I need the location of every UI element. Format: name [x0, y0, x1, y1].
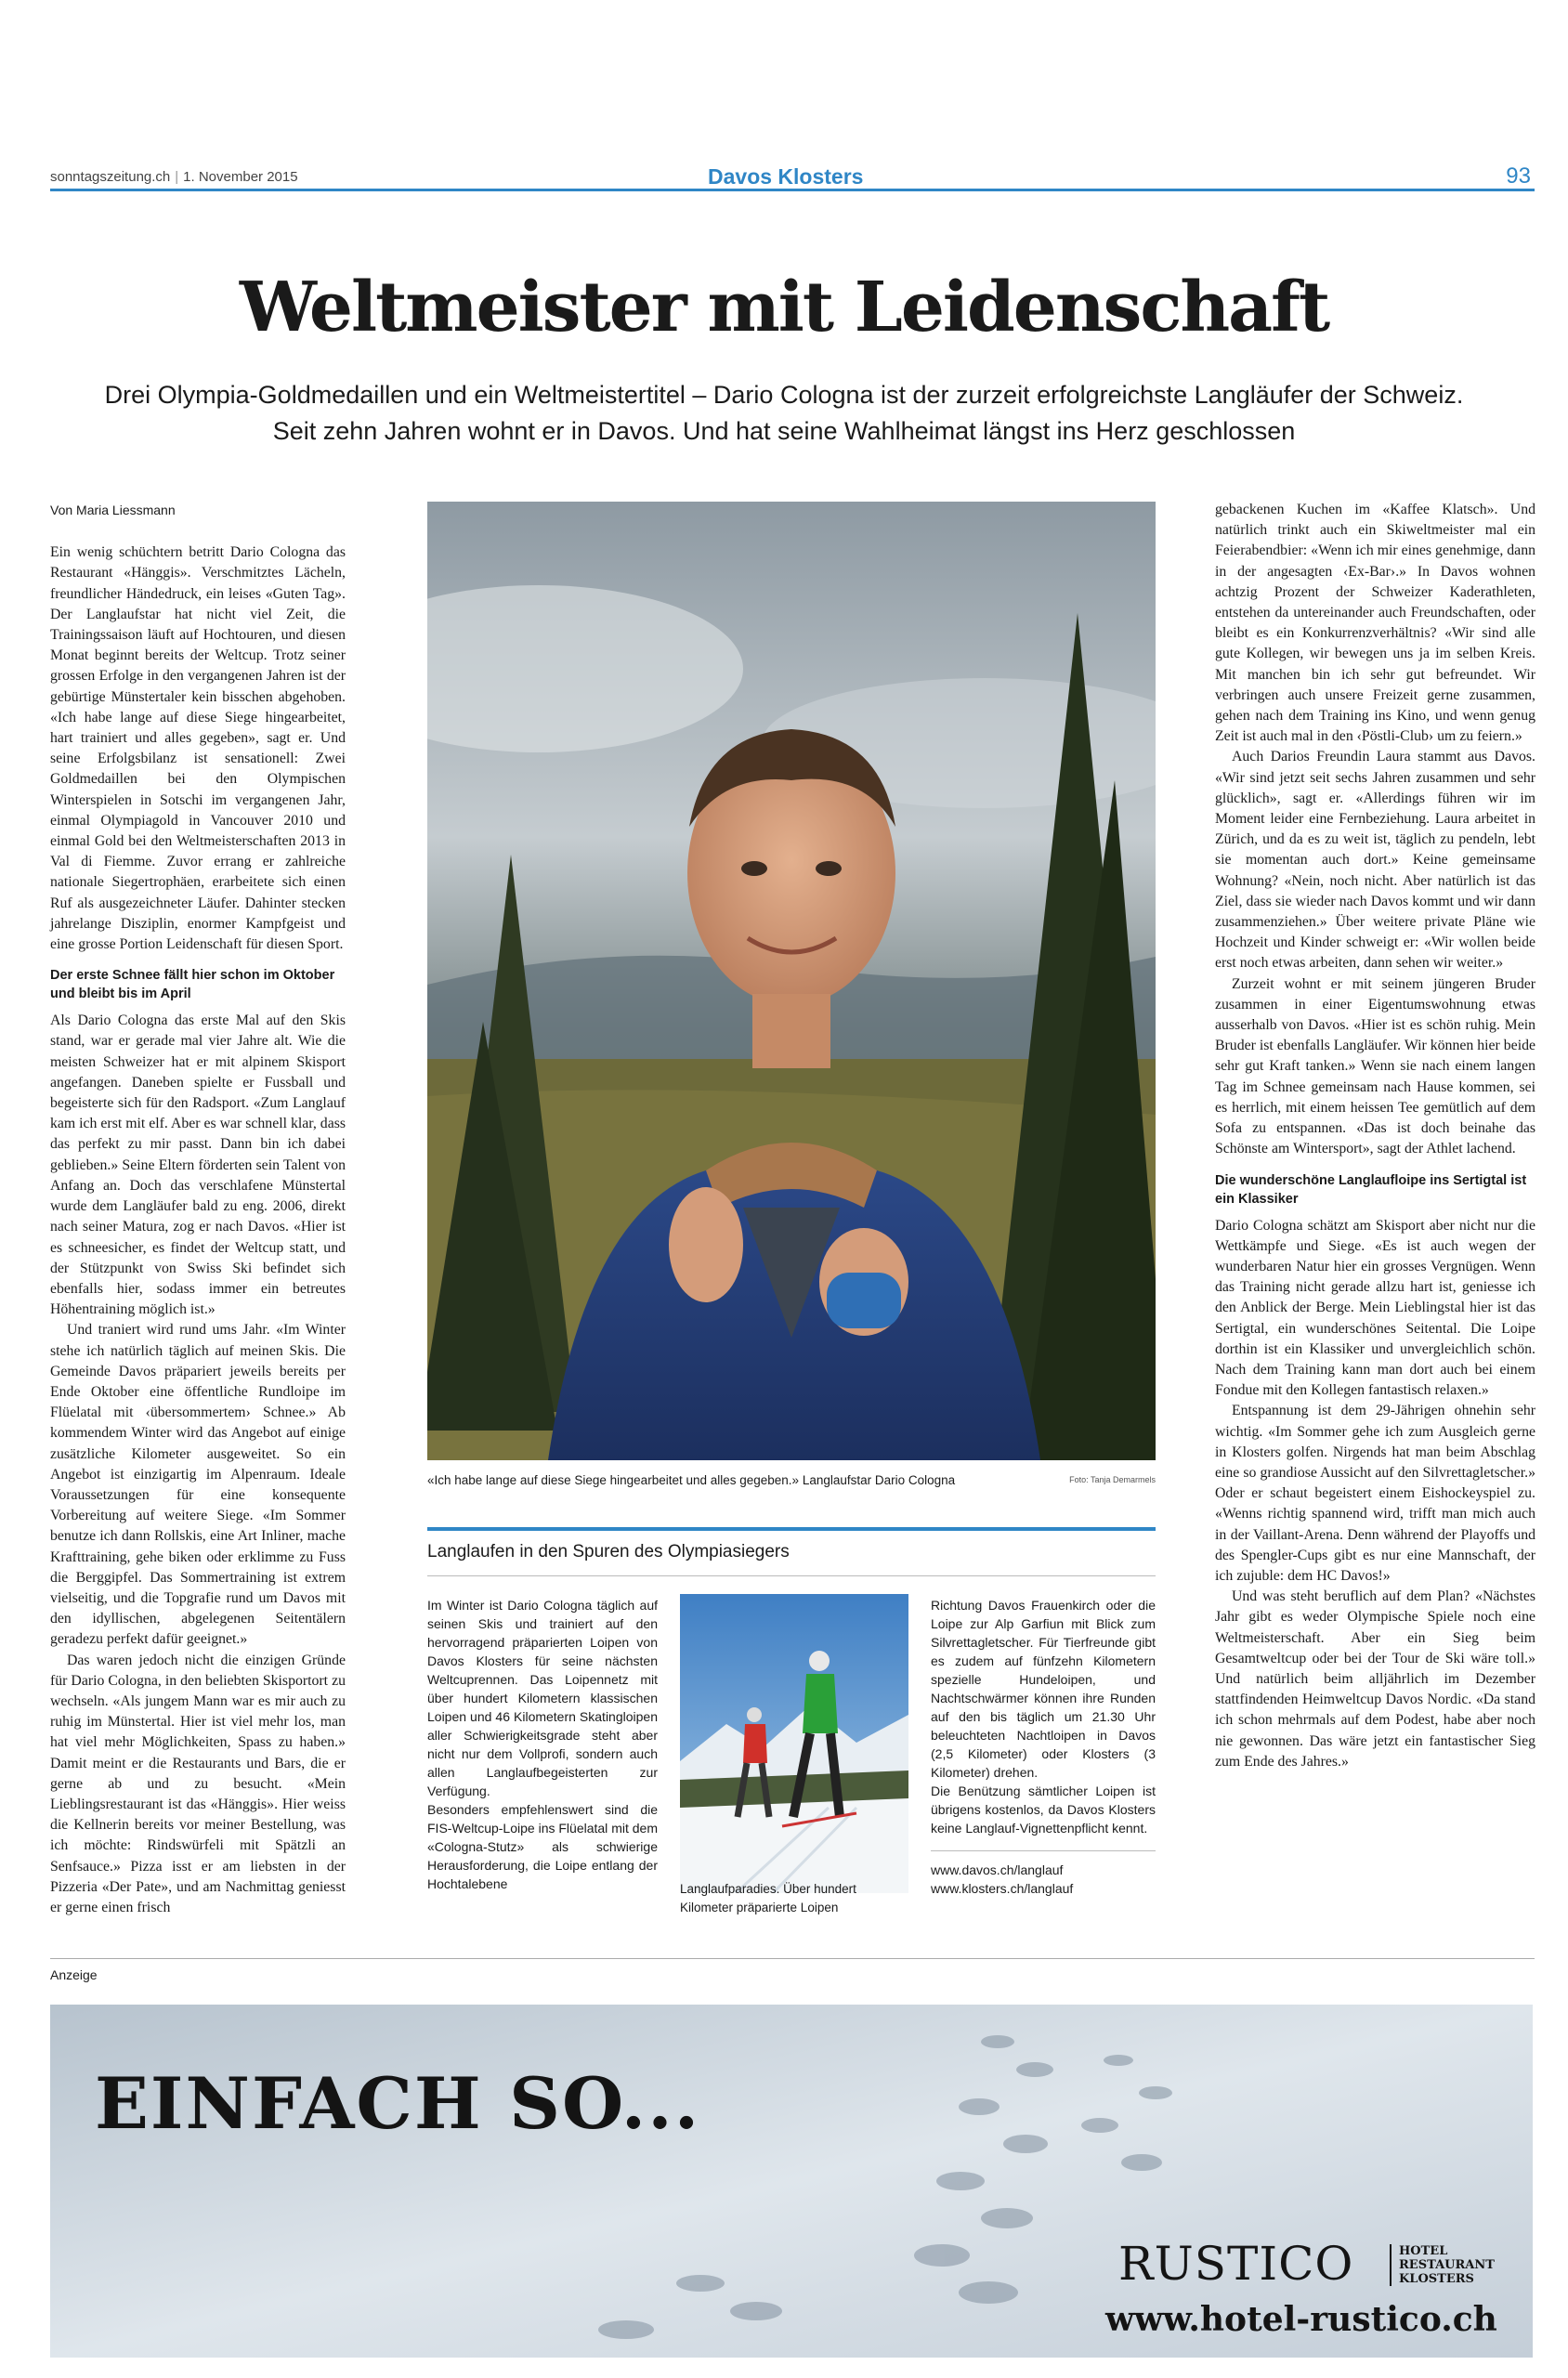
brand-sub-hotel: HOTEL — [1399, 2244, 1448, 2258]
article-headline: Weltmeister mit Leidenschaft — [239, 268, 1329, 347]
body-paragraph: Als Dario Cologna das erste Mal auf den Skis stand, war er gerade mal vier Jahre alt. Wie die meisten Schweizer hat er mit alpinem Skisport angefangen. Daneben spielte er Fussball und begeisterte sich für den Radsport. «Zum Langlauf kam ich erst mit elf. Aber es war schnell klar, dass das perfekt zu mir passt. Dann bin ich dabei geblieben.» Seine Eltern förderten sein Talent von Anfang an. Doch das verschlafene Münstertal wurde dem Langläufer bald zu eng. 2006, direkt nach seiner Matura, zog er nach Davos. «Hier ist es schneesicher, es findet der Weltcup statt, und der Stützpunkt von Swiss Ski befindet sich ebenfalls hier, sodass immer ein betreutes Höhentraining möglich ist.» — [50, 1013, 346, 1318]
link-klosters[interactable]: www.klosters.ch/langlauf — [931, 1881, 1074, 1896]
body-paragraph: gebackenen Kuchen im «Kaffee Klatsch». Und natürlich trinkt auch ein Skiweltmeister mal ein Feierabendbier: «Wenn ich mir eines genehmige, dann in der angesagten ‹Ex-Bar›.» In Davos wohnen achtzig Prozent der Schweizer Kaderathleten, entstehen da untereinander auch Freundschaften, oder bleibt es ein Konkurrenzverhältnis? «Wir sind alle gute Kollegen, wir bewegen uns ja im selben Kreis. Mit manchen bin ich sehr gut befreundet. Wir verbringen auch unsere Freizeit gerne zusammen, gehen nach dem Training ins Kino, und wenn genug Zeit ist auch mal in den ‹Pöstli-Club› um zu feiern.» — [1215, 502, 1535, 745]
hotel-url[interactable]: www.hotel-rustico.ch — [1105, 2300, 1497, 2339]
advertisement[interactable] — [50, 2005, 1533, 2358]
page-header — [50, 163, 1535, 191]
portrait-image — [427, 502, 1156, 1460]
ad-divider — [50, 1958, 1535, 1959]
ski-photo — [680, 1594, 908, 1893]
ski-photo-caption: Langlaufparadies. Über hundert Kilometer präparierte Loipen — [680, 1882, 856, 1914]
skiers-image — [680, 1594, 908, 1893]
body-paragraph: Dario Cologna schätzt am Skisport aber nicht nur die Wettkämpfe und Siege. «Es ist auch wegen der wunderbaren Natur hier ein grosses Vergnügen. Wenn das Training nicht gerade allzu hart ist, geniesse ich den Anblick der Berge. Mein Lieblingstal hier ist das Sertigtal, ein wunderschönes Seitental. Die Loipe dorthin ist ein Klassiker und unvergleichlich schön. Nach dem Training kann man dort auch bei einem Fondue mit den Kollegen fantastisch relaxen.» — [1215, 1217, 1535, 1399]
body-paragraph: Zurzeit wohnt er mit seinem jüngeren Bruder zusammen in einer Eigentumswohnung etwas ausserhalb von Davos. «Hier ist es schön ruhig. Mein Bruder ist ebenfalls Langläufer. Wir können hier beide sehr gut Kraft tanken.» Wenn sie nach einem langen Tag im Schnee gemeinsam nach Hause kommen, sei es herrlich, mit einem heissen Tee gemütlich auf dem Sofa zu entspannen. «Das ist doch beinahe das Schönste am Wintersport», sagt der Athlet lachend. — [1215, 975, 1535, 1157]
photo-caption — [427, 1473, 1156, 1487]
body-paragraph: Und traniert wird rund ums Jahr. «Im Winter stehe ich natürlich täglich auf meinen Skis. Die Gemeinde Davos präpariert jeweils bereits per Ende Oktober eine öffentliche Rundloipe im Flüelatal mit ‹übersommertem› Schnee.» Ab kommendem Winter wird das Angebot auf einige zusätzliche Kilometer ausgeweitet. So ein Angebot ist einzigartig im Alpenraum. Ideale Voraussetzungen für eine konsequente Vorbereitung auf weitere Siege. «Im Sommer benutze ich dann Rollskis, eine Art Inliner, mache Krafttraining, gehe biken oder erklimme zu Fuss die Berggipfel. Das Sommertraining ist extrem vielseitig, und die Topgrafie rund um Davos mit den idyllischen, abgelegenen Seitentälern geradezu perfekt dafür geeignet.» — [50, 1322, 346, 1648]
photo-credit: Foto: Tanja Demarmels — [1069, 1475, 1156, 1484]
body-paragraph: Das waren jedoch nicht die einzigen Gründe für Dario Cologna, in den beliebten Skisportort zu wechseln. «Als jungem Mann war es mir auch zu ruhig im Münstertal. Hier ist viel mehr los, man hat viel mehr Möglichkeiten, Spass zu haben.» Damit meint er die Restaurants und Bars, die er gerne ab und zu besucht. «Mein Lieblingsrestaurant ist das «Hänggis». Hier weiss die Kellnerin bereits vor meiner Bestellung, was ich möchte: Rindswürfeli mit Spätzli an Senfsauce.» Pizza isst er am liebsten in der Pizzeria «Der Pate», und am Nachmittag geniesst er gerne einen frisch — [50, 1652, 346, 1915]
subheading: Der erste Schnee fällt hier schon im Oktober und bleibt bis im April — [50, 968, 335, 1002]
issue-date: 1. November 2015 — [183, 169, 298, 185]
site-name: sonntagszeitung.ch — [50, 169, 171, 185]
hotel-brand: RUSTICO — [1118, 2237, 1354, 2291]
info-links — [931, 1850, 1156, 1898]
info-paragraph: Im Winter ist Dario Cologna täglich auf seinen Skis und trainiert auf den hervorragend präparierten Loipen von Davos Klosters für seine nächsten Weltcuprennen. Das Loipennetz mit über hundert Kilometern klassischen Loipen und 46 Kilometern Skatingloipen aller Schwierigkeitsgrade steht aber nicht nur dem Vollprofi, sondern auch allen Langlaufbegeisterten zur Verfügung. — [427, 1598, 658, 1798]
hotel-brand-sub — [1390, 2244, 1495, 2286]
brand-sub-klosters: KLOSTERS — [1399, 2272, 1474, 2286]
page-number: 93 — [1506, 163, 1531, 189]
article-column-right — [1215, 500, 1535, 1772]
hotel-logo — [1118, 2237, 1495, 2291]
subheading: Die wunderschöne Langlaufloipe ins Sertigtal ist ein Klassiker — [1215, 1172, 1527, 1207]
byline: Von Maria Liessmann — [50, 503, 176, 517]
info-paragraph: Die Benützung sämtlicher Loipen ist übrigens kostenlos, da Davos Klosters keine Langlauf-Vignettenpflicht kennt. — [931, 1784, 1156, 1836]
section-title: Davos Klosters — [708, 164, 864, 189]
info-paragraph: Besonders empfehlenswert sind die FIS-Weltcup-Loipe ins Flüelatal mit dem «Cologna-Stutz» als schwierige Herausforderung, die Loipe entlang der Hochtalebene — [427, 1802, 658, 1891]
header-meta — [50, 169, 298, 185]
info-paragraph: Richtung Davos Frauenkirch oder die Loipe zur Alp Garfiun mit Blick zum Silvrettagletscher. Für Tierfreunde gibt es zudem auf fünfzehn Kilometern spezielle Hundeloipen, und Nachtschwärmer können ihre Runden auf den bis täglich um 21.30 Uhr beleuchteten Nachtloipen in Davos (2,5 Kilometer) oder Klosters (3 Kilometer) drehen. — [931, 1598, 1156, 1780]
info-box-column-left — [427, 1596, 658, 1893]
article-lead: Drei Olympia-Goldmedaillen und ein Weltmeistertitel – Dario Cologna ist der zurzeit erfolgreichste Langläufer der Schweiz. Seit zehn Jahren wohnt er in Davos. Und hat seine Wahlheimat längst ins Herz geschlossen — [104, 381, 1464, 445]
header-separator: | — [175, 169, 179, 185]
main-photo — [427, 502, 1156, 1460]
ad-label: Anzeige — [50, 1967, 98, 1982]
photo-caption-text: «Ich habe lange auf diese Siege hingearbeitet und alles gegeben.» Langlaufstar Dario Cologna — [427, 1473, 956, 1487]
body-paragraph: Auch Darios Freundin Laura stammt aus Davos. «Wir sind jetzt seit sechs Jahren zusammen und sehr glücklich», sagt er. «Allerdings führen wir im Moment leider eine Fernbeziehung. Laura arbeitet in Zürich, und da es zu weit ist, täglich zu pendeln, lebt sie momentan auch dort.» Keine gemeinsame Wohnung? «Nein, noch nicht. Aber natürlich ist das Ziel, dass sie wieder nach Davos kommt und wir dann zusammenziehen.» Über weitere private Pläne wie Hochzeit und Kinder schweigt er: «Wir wollen beide erst noch etwas arbeiten, dann sehen wir weiter.» — [1215, 749, 1535, 972]
info-box-column-right — [931, 1596, 1156, 1898]
info-box-title: Langlaufen in den Spuren des Olympiasiegers — [427, 1542, 1156, 1576]
brand-sub-restaurant: RESTAURANT — [1399, 2258, 1495, 2272]
body-paragraph: Entspannung ist dem 29-Jährigen ohnehin sehr wichtig. «Im Sommer gehe ich zum Ausgleich gerne in Klosters golfen. Nirgends hat man beim Abschlag eine so grandiose Aussicht auf den Silvrettagletscher.» Oder er schaut begeistert einem Eishockeyspiel zu. «Wenns richtig spannend wird, trifft man mich auch in der Vaillant-Arena. Denn während der Playoffs und des Spengler-Cups gibt es nur eine Mannschaft, der ich zujuble: dem HC Davos!» — [1215, 1403, 1535, 1584]
link-davos[interactable]: www.davos.ch/langlauf — [931, 1862, 1064, 1877]
body-paragraph: Ein wenig schüchtern betritt Dario Cologna das Restaurant «Hänggis». Verschmitztes Lächeln, freundlicher Händedruck, ein leises «Guten Tag». Der Langlaufstar hat nicht viel Zeit, die Trainingssaison läuft auf Hochtouren, und diesen Monat beginnt bereits der Weltcup. Trotz seiner grossen Erfolge in den vergangenen Jahren ist der gebürtige Münstertaler kein bisschen abgehoben. «Ich habe lange auf diese Siege hingearbeitet, hart trainiert und alles gegeben», sagt er. Und seine Erfolgsbilanz ist sensationell: Zwei Goldmedaillen bei den Olympischen Winterspielen in Sotschi im vergangenen Jahr, einmal Olympiagold in Vancouver 2010 und einmal Gold bei den Weltmeisterschaften 2013 in Val di Fiemme. Zuvor errang er zahlreiche nationale Siegertrophäen, erarbeitete sich einen Ruf als ausgezeichneter Läufer. Dahinter stecken jahrelange Disziplin, enormer Kampfgeist und eine grosse Portion Leidenschaft für diesen Sport. — [50, 544, 346, 953]
info-box — [427, 1527, 1156, 1914]
body-paragraph: Und was steht beruflich auf dem Plan? «Nächstes Jahr gibt es weder Olympische Spiele noch eine Weltmeisterschaft. Aber ein Sieg beim Gesamtweltcup oder bei der Tour de Ski wäre toll.» Und natürlich beim alljährlich im Dezember stattfindenden Heimweltcup Davos Nordic. «Da stand ich schon mehrmals auf dem Podest, habe aber noch nie gewonnen. Das wäre jetzt ein fantastischer Sieg zum Ende des Jahres.» — [1215, 1588, 1535, 1770]
ad-headline: EINFACH SO... — [95, 2062, 701, 2145]
article-column-left — [50, 500, 346, 1918]
